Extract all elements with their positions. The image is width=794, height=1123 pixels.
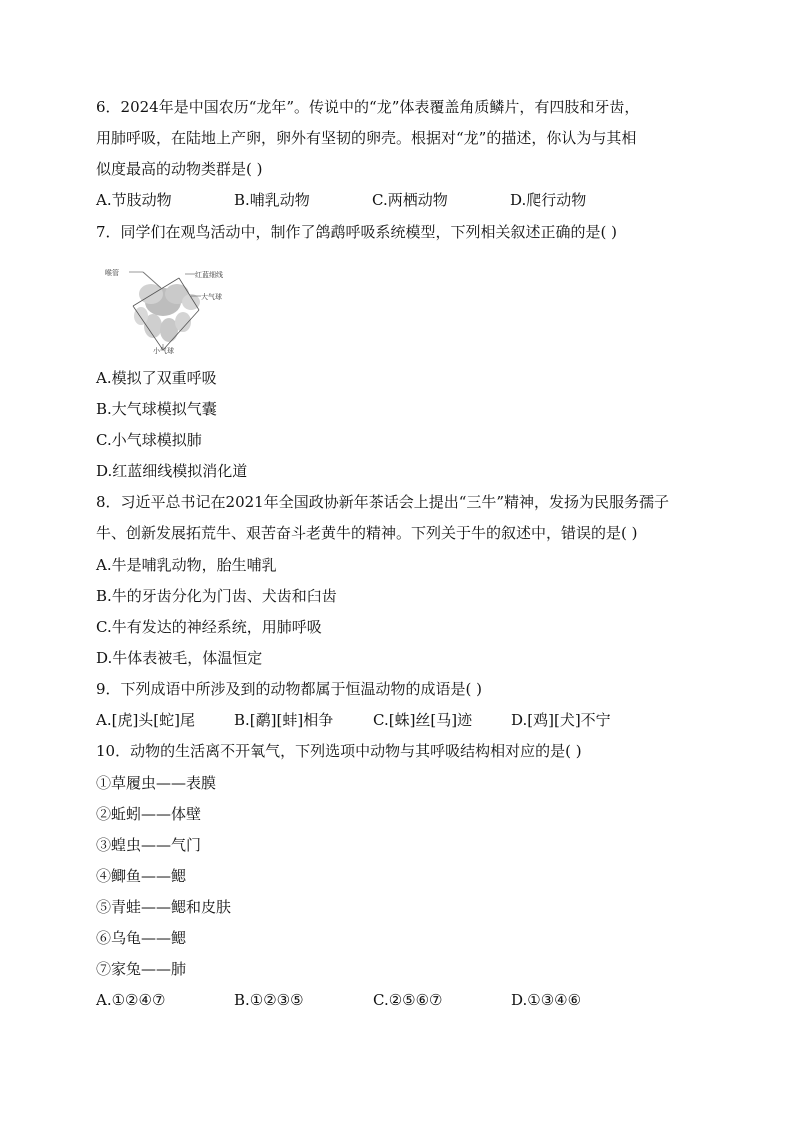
q7-stem: 7．同学们在观鸟活动中，制作了鸽鹉呼吸系统模型，下列相关叙述正确的是( ): [96, 223, 618, 241]
q6-option-b[interactable]: B.哺乳动物: [234, 191, 310, 209]
label-red-blue-thread: 红蓝细线: [195, 271, 223, 279]
q7-option-a[interactable]: A.模拟了双重呼吸: [96, 369, 217, 387]
q10-item-6: ⑥乌龟——鳃: [96, 929, 187, 947]
q9-stem: 9．下列成语中所涉及到的动物都属于恒温动物的成语是( ): [96, 680, 483, 698]
q10-item-3: ③蝗虫——气门: [96, 836, 202, 854]
respiratory-model-image: [103, 264, 229, 354]
q8-option-c[interactable]: C.牛有发达的神经系统，用肺呼吸: [96, 618, 322, 636]
q10-stem: 10．动物的生活离不开氧气，下列选项中动物与其呼吸结构相对应的是( ): [96, 742, 582, 760]
label-trachea: 喉管: [105, 269, 119, 277]
label-big-balloon: 大气球: [201, 293, 222, 301]
q9-option-c[interactable]: C.[蛛]丝[马]迹: [373, 711, 473, 729]
q6-option-a[interactable]: A.节肢动物: [96, 191, 172, 209]
q8-option-b[interactable]: B.牛的牙齿分化为门齿、犬齿和臼齿: [96, 587, 337, 605]
label-small-balloon: 小气球: [153, 347, 174, 354]
q9-option-a[interactable]: A.[虎]头[蛇]尾: [96, 711, 196, 729]
q6-option-c[interactable]: C.两栖动物: [372, 191, 448, 209]
q9-option-d[interactable]: D.[鸡][犬]不宁: [511, 711, 611, 729]
q10-item-7: ⑦家兔——肺: [96, 960, 187, 978]
q6-option-d[interactable]: D.爬行动物: [510, 191, 587, 209]
respiratory-model-figure: [103, 264, 229, 354]
q6-stem-line3: 似度最高的动物类群是( ): [96, 160, 263, 178]
q9-option-b[interactable]: B.[鹬][蚌]相争: [234, 711, 334, 729]
q10-item-4: ④鲫鱼——鳃: [96, 867, 187, 885]
q8-option-a[interactable]: A.牛是哺乳动物，胎生哺乳: [96, 556, 277, 574]
q7-option-d[interactable]: D.红蓝细线模拟消化道: [96, 462, 248, 480]
q8-stem-line1: 8．习近平总书记在2021年全国政协新年茶话会上提出“三牛”精神，发扬为民服务孺子: [96, 493, 670, 511]
q10-option-d[interactable]: D.①③④⑥: [511, 991, 582, 1009]
q10-option-b[interactable]: B.①②③⑤: [234, 991, 304, 1009]
q10-option-a[interactable]: A.①②④⑦: [96, 991, 166, 1009]
q10-item-5: ⑤青蛙——鳃和皮肤: [96, 898, 232, 916]
q7-option-b[interactable]: B.大气球模拟气囊: [96, 400, 217, 418]
q10-item-2: ②蚯蚓——体壁: [96, 805, 202, 823]
q7-option-c[interactable]: C.小气球模拟肺: [96, 431, 202, 449]
q6-stem-line2: 用肺呼吸，在陆地上产卵，卵外有坚韧的卵壳。根据对“龙”的描述，你认为与其相: [96, 129, 637, 147]
q10-option-c[interactable]: C.②⑤⑥⑦: [373, 991, 443, 1009]
q10-item-1: ①草履虫——表膜: [96, 774, 217, 792]
q6-stem-line1: 6．2024年是中国农历“龙年”。传说中的“龙”体表覆盖角质鳞片，有四肢和牙齿，: [96, 98, 640, 116]
q8-stem-line2: 牛、创新发展拓荒牛、艰苦奋斗老黄牛的精神。下列关于牛的叙述中，错误的是( ): [96, 524, 638, 542]
q8-option-d[interactable]: D.牛体表被毛，体温恒定: [96, 649, 263, 667]
